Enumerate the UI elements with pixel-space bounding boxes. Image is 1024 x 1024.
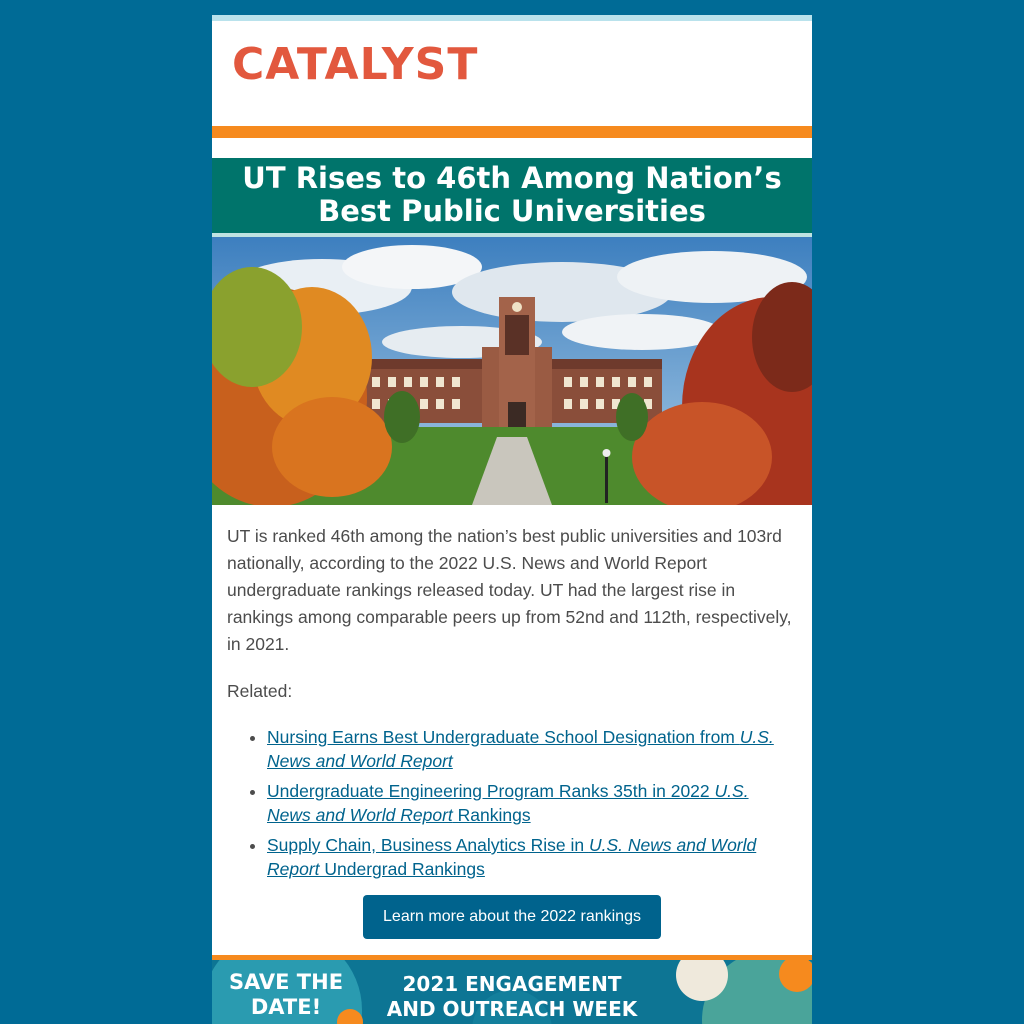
link-text-post: Rankings	[452, 805, 531, 825]
link-text-post: Undergrad Rankings	[319, 859, 485, 879]
link-emphasis: U.S. News and World Report	[267, 781, 749, 825]
list-item	[267, 833, 797, 881]
related-link-supply-chain[interactable]	[267, 835, 756, 879]
link-emphasis: U.S. News and World Report	[267, 727, 774, 771]
newsletter-header	[212, 21, 812, 126]
related-label: Related:	[227, 681, 293, 701]
save-line-2: DATE!	[250, 995, 322, 1019]
hero-image-ayres-hall[interactable]	[212, 237, 812, 505]
learn-more-rankings-button[interactable]: Learn more about the 2022 rankings	[363, 895, 661, 939]
article-headline[interactable]: UT Rises to 46th Among Nation’s Best Public Universities	[212, 158, 812, 237]
save-the-date-text	[216, 970, 356, 1020]
orange-divider	[212, 126, 812, 138]
spacer	[212, 138, 812, 158]
save-line-1: SAVE THE	[228, 970, 344, 994]
article-content	[212, 505, 812, 939]
article-body: UT is ranked 46th among the nation’s best public universities and 103rd nationally, according to the 2022 U.S. News and World Report undergraduate rankings released today. UT had the largest rise in rankings among comparable peers up from 52nd and 112th, respectively, in 2021.	[227, 526, 792, 654]
event-line-2: AND OUTREACH WEEK	[386, 997, 638, 1021]
list-item	[267, 779, 797, 827]
list-item	[267, 725, 797, 773]
catalyst-logo[interactable]: CATALYST	[232, 39, 479, 90]
engagement-week-banner[interactable]	[212, 955, 812, 1024]
link-text: Nursing Earns Best Undergraduate School Designation from	[267, 727, 740, 747]
newsletter-email	[212, 15, 812, 1024]
link-emphasis: U.S. News and World Report	[267, 835, 757, 879]
event-title-text	[372, 972, 652, 1022]
event-line-1: 2021 ENGAGEMENT	[402, 972, 622, 996]
link-text: Undergraduate Engineering Program Ranks 35th in 2022	[267, 781, 715, 801]
related-links-list	[227, 725, 797, 881]
cta-wrapper	[227, 895, 797, 939]
link-text: Supply Chain, Business Analytics Rise in	[267, 835, 589, 855]
related-link-nursing[interactable]	[267, 727, 774, 771]
related-link-engineering[interactable]	[267, 781, 749, 825]
